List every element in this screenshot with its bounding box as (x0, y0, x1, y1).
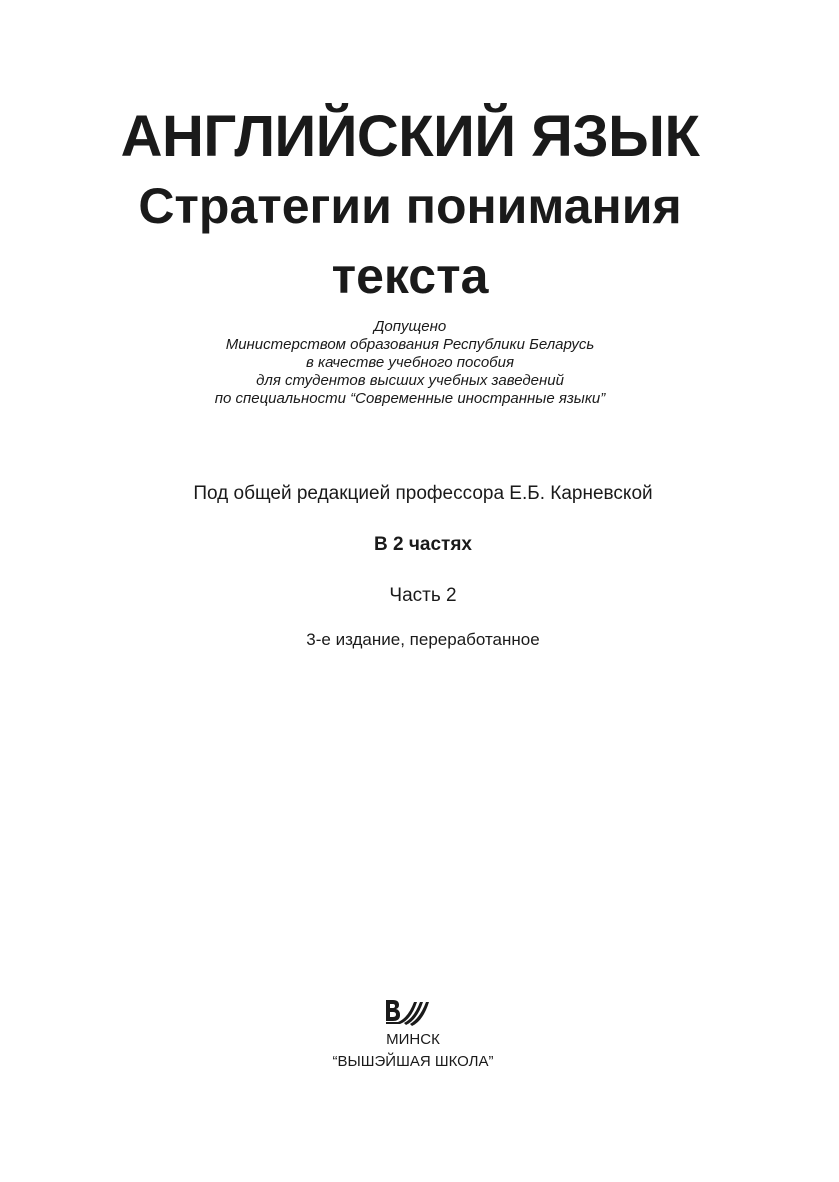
publisher-city: МИНСК (386, 1031, 440, 1048)
edition-note: 3-е издание, переработанное (306, 630, 540, 649)
title-line-1: АНГЛИЙСКИЙ ЯЗЫК (120, 104, 700, 169)
publisher-name: “ВЫШЭЙШАЯ ШКОЛА” (332, 1053, 494, 1070)
approval-stamp (0, 318, 820, 408)
part-number: Часть 2 (389, 585, 457, 606)
publisher-logo-icon (384, 996, 432, 1026)
approval-line: по специальности “Современные иностранные языки” (214, 390, 606, 407)
approval-line: для студентов высших учебных заведений (256, 372, 564, 389)
editor-credit: Под общей редакцией профессора Е.Б. Карневской (193, 483, 653, 504)
approval-line: Министерством образования Республики Беларусь (225, 336, 595, 353)
approval-line: Допущено (373, 318, 447, 335)
title-line-2: Стратегии понимания (138, 178, 682, 234)
approval-line: в качестве учебного пособия (306, 354, 514, 371)
parts-total: В 2 частях (374, 534, 472, 555)
title-line-3: текста (331, 248, 489, 304)
